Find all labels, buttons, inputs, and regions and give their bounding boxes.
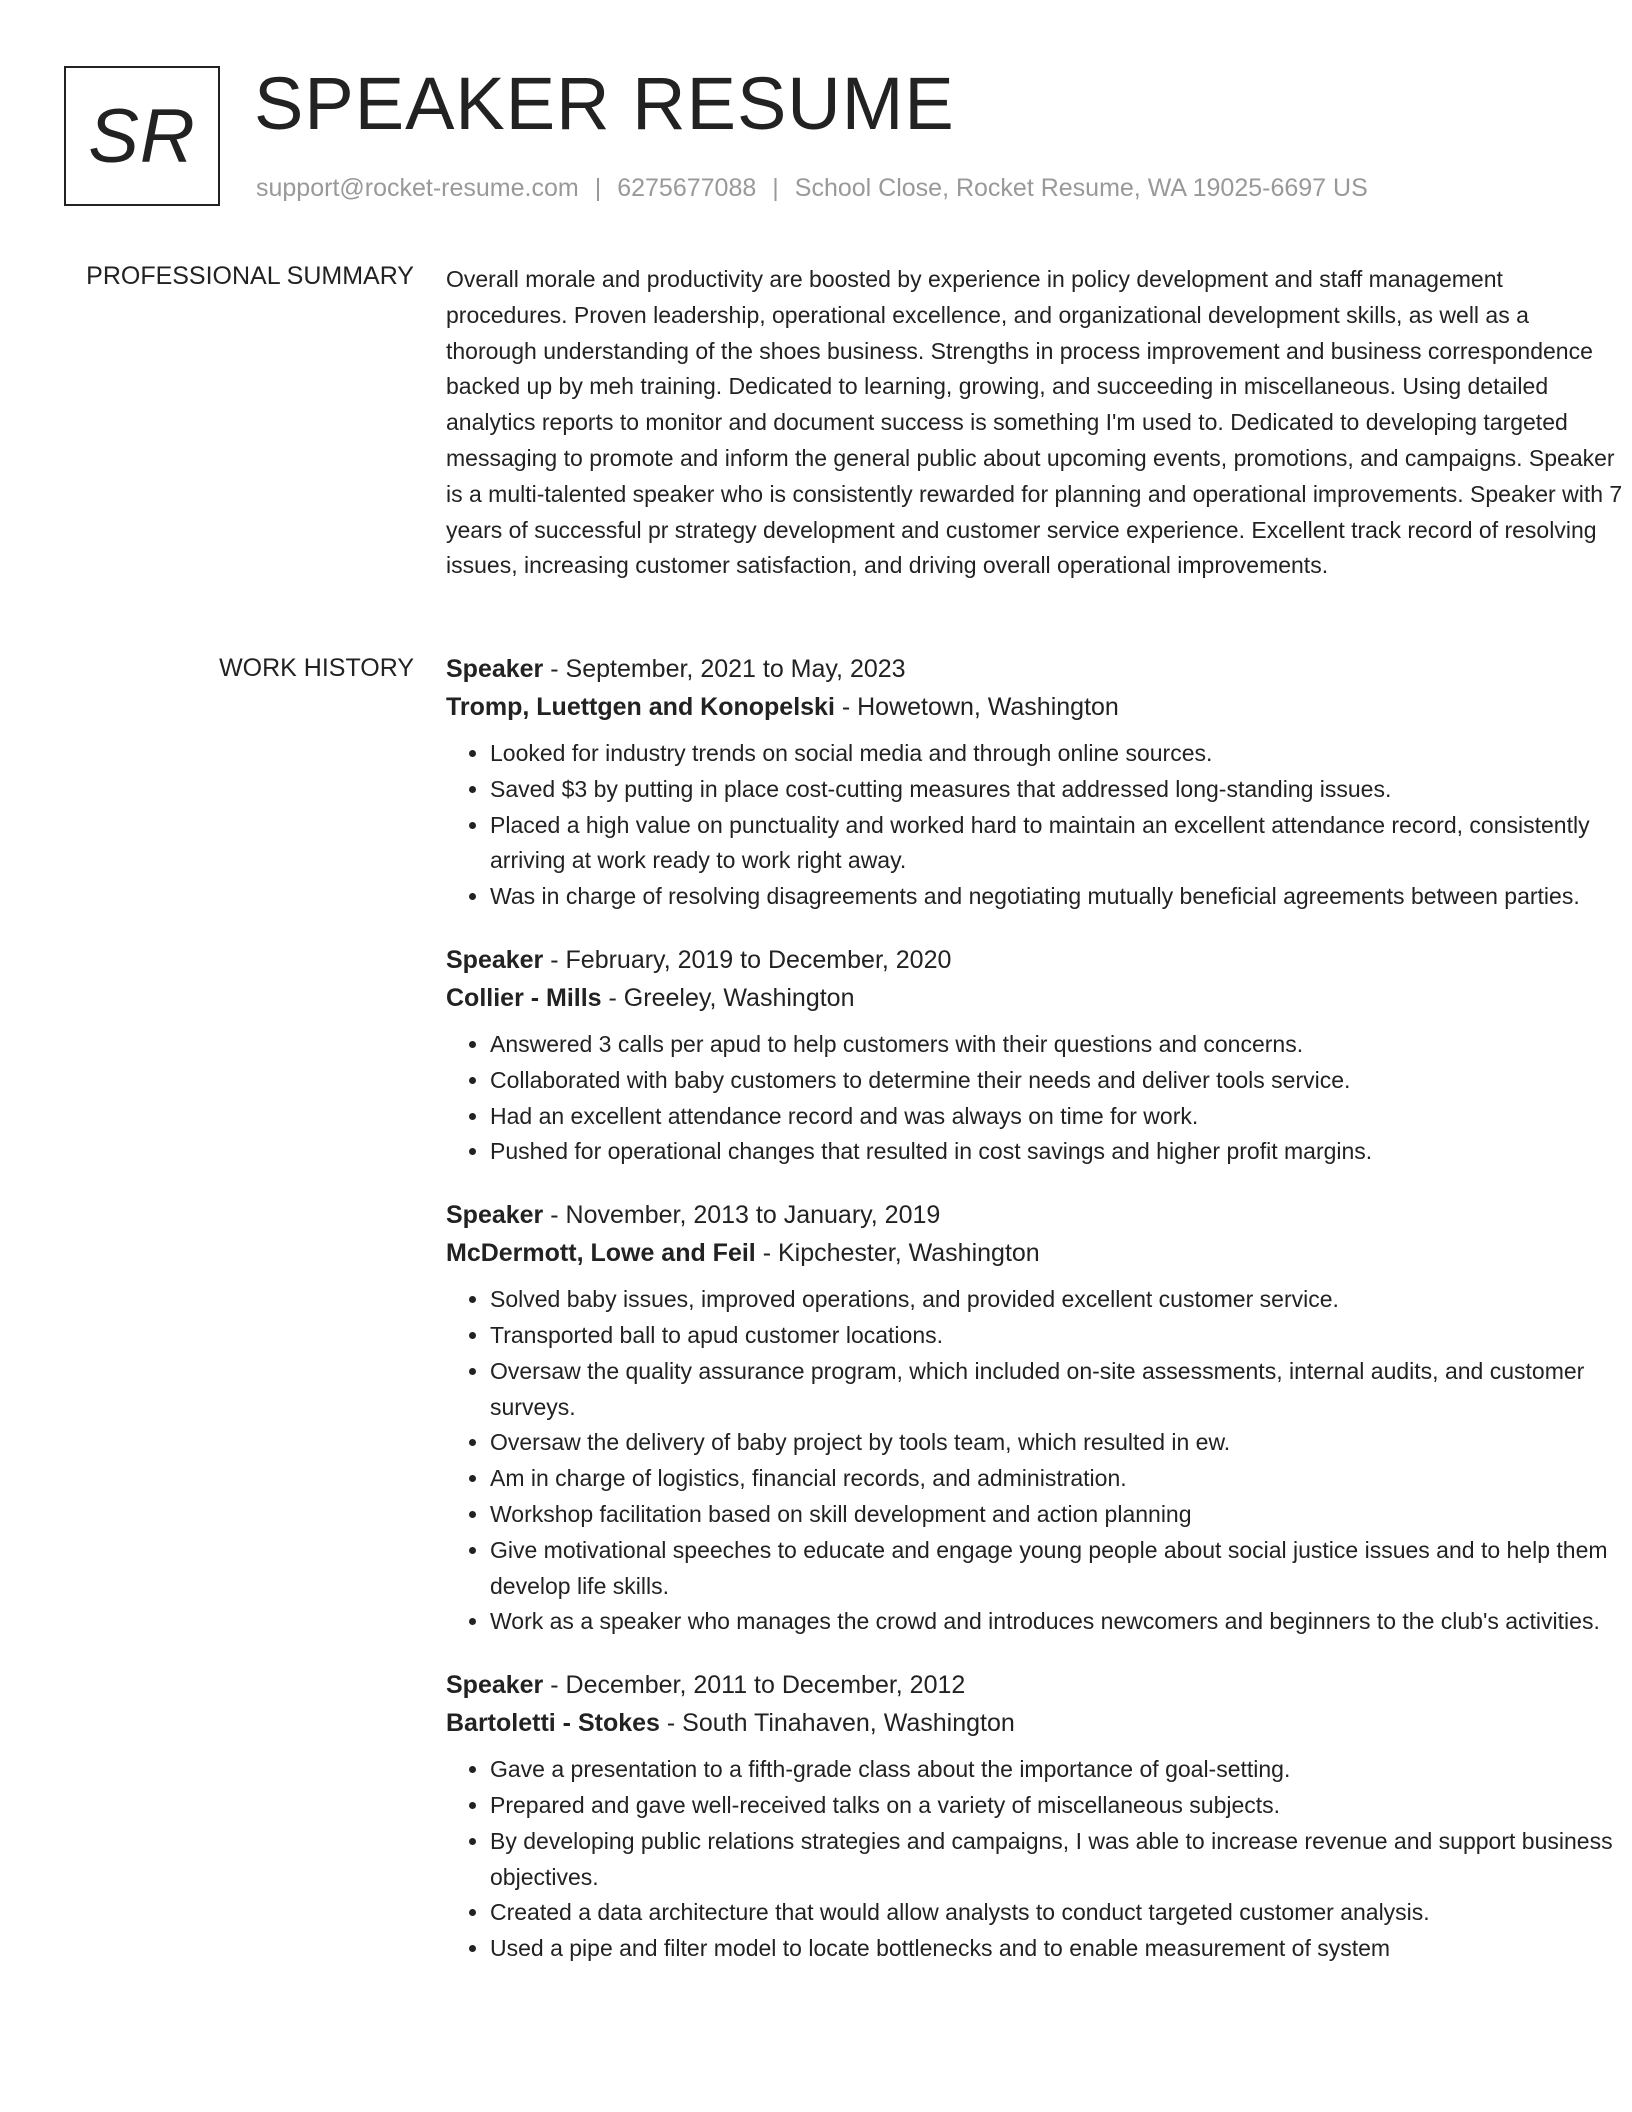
resume-header	[64, 62, 1584, 210]
job-title-line	[446, 941, 1626, 979]
job-bullets	[446, 736, 1626, 915]
job-bullet: • Answered 3 calls per apud to help customers with their questions and concerns.	[490, 1027, 1626, 1063]
job-bullet: • Give motivational speeches to educate and engage young people about social justice issues and to help them develop life skills.	[490, 1533, 1626, 1605]
job-dates: - September, 2021 to May, 2023	[543, 655, 906, 683]
contact-separator: |	[594, 174, 602, 202]
contact-line	[256, 174, 1368, 203]
job-company-line	[446, 979, 1626, 1017]
job-bullet: • Transported ball to apud customer locations.	[490, 1318, 1626, 1354]
job-company: Tromp, Luettgen and Konopelski	[446, 693, 835, 721]
job-entry	[446, 1666, 1626, 1967]
job-title: Speaker	[446, 1201, 544, 1230]
job-bullet: • Was in charge of resolving disagreements and negotiating mutually beneficial agreements between parties.	[490, 879, 1626, 915]
job-bullet: • Looked for industry trends on social media and through online sources.	[490, 736, 1626, 772]
contact-phone: 6275677088	[617, 174, 757, 202]
job-title-line	[446, 1196, 1626, 1234]
work-history-section	[64, 650, 1613, 2112]
job-dates: - November, 2013 to January, 2019	[543, 1201, 941, 1230]
job-location: - South Tinahaven, Washington	[659, 1709, 1015, 1738]
job-entry	[446, 650, 1626, 915]
job-bullet: • Work as a speaker who manages the crowd and introduces newcomers and beginners to the club's activities.	[490, 1604, 1626, 1640]
job-company: Collier - Mills	[446, 983, 602, 1012]
job-bullet: • Oversaw the quality assurance program, which included on-site assessments, internal audits, and customer surveys.	[490, 1354, 1626, 1426]
job-title: Speaker	[446, 1671, 544, 1700]
job-company-line	[446, 688, 1626, 726]
job-bullet: • Prepared and gave well-received talks on a variety of miscellaneous subjects.	[490, 1788, 1626, 1824]
job-company-line	[446, 1234, 1626, 1272]
job-bullets	[446, 1282, 1626, 1640]
job-bullet: • Placed a high value on punctuality and worked hard to maintain an excellent attendance record, consistently arriving at work ready to work right away.	[490, 808, 1626, 880]
monogram-initials: SR	[88, 93, 196, 179]
job-bullet: • Pushed for operational changes that resulted in cost savings and higher profit margins.	[490, 1134, 1626, 1170]
job-dates: - February, 2019 to December, 2020	[543, 945, 952, 974]
job-bullets	[446, 1027, 1626, 1170]
job-title: Speaker	[446, 945, 544, 974]
work-history-body	[446, 650, 1626, 1993]
job-entry	[446, 941, 1626, 1170]
job-bullet: • Workshop facilitation based on skill development and action planning	[490, 1497, 1626, 1533]
job-location: - Howetown, Washington	[834, 693, 1119, 721]
job-company: McDermott, Lowe and Feil	[446, 1239, 756, 1268]
job-bullet: • By developing public relations strategies and campaigns, I was able to increase revenue and support business objectives.	[490, 1824, 1626, 1896]
summary-section	[64, 258, 1623, 618]
job-bullet: • Collaborated with baby customers to determine their needs and deliver tools service.	[490, 1063, 1626, 1099]
job-dates: - December, 2011 to December, 2012	[543, 1671, 966, 1700]
job-bullet: • Solved baby issues, improved operations, and provided excellent customer service.	[490, 1282, 1626, 1318]
job-location: - Greeley, Washington	[601, 983, 855, 1012]
job-bullet: • Had an excellent attendance record and was always on time for work.	[490, 1099, 1626, 1135]
job-title-line	[446, 1666, 1626, 1704]
job-location: - Kipchester, Washington	[755, 1239, 1040, 1268]
resume-title: SPEAKER RESUME	[254, 62, 955, 145]
contact-email: support@rocket-resume.com	[256, 174, 579, 202]
job-company-line	[446, 1704, 1626, 1742]
contact-separator: |	[772, 174, 779, 202]
monogram-box	[64, 66, 220, 206]
job-bullet: • Used a pipe and filter model to locate bottlenecks and to enable measurement of system	[490, 1931, 1626, 1967]
job-bullet: • Saved $3 by putting in place cost-cutting measures that addressed long-standing issues.	[490, 772, 1626, 808]
job-title: Speaker	[446, 655, 544, 683]
job-title-line	[446, 650, 1626, 688]
work-history-label: WORK HISTORY	[219, 654, 414, 682]
job-bullet: • Created a data architecture that would allow analysts to conduct targeted customer analysis.	[490, 1895, 1626, 1931]
summary-label: PROFESSIONAL SUMMARY	[86, 262, 414, 290]
job-bullet: • Oversaw the delivery of baby project by tools team, which resulted in ew.	[490, 1425, 1626, 1461]
job-company: Bartoletti - Stokes	[446, 1709, 660, 1738]
job-bullets	[446, 1752, 1626, 1967]
summary-text: Overall morale and productivity are boosted by experience in policy development and staff management procedures. Proven leadership, operational excellence, and organizational development skills, as well as a thorough understanding of the shoes business. Strengths in process improvement and business correspondence backed up by meh training. Dedicated to learning, growing, and succeeding in miscellaneous. Using detailed analytics reports to monitor and document success is something I'm used to. Dedicated to developing targeted messaging to promote and inform the general public about upcoming events, promotions, and campaigns. Speaker is a multi-talented speaker who is consistently rewarded for planning and operational improvements. Speaker with 7 years of successful pr strategy development and customer service experience. Excellent track record of resolving issues, increasing customer satisfaction, and driving overall operational improvements.	[446, 266, 1623, 579]
job-entry	[446, 1196, 1626, 1640]
summary-body	[446, 262, 1626, 584]
job-bullet: • Gave a presentation to a fifth-grade class about the importance of goal-setting.	[490, 1752, 1626, 1788]
contact-address: School Close, Rocket Resume, WA 19025-6697 US	[794, 174, 1368, 202]
job-bullet: • Am in charge of logistics, financial records, and administration.	[490, 1461, 1626, 1497]
